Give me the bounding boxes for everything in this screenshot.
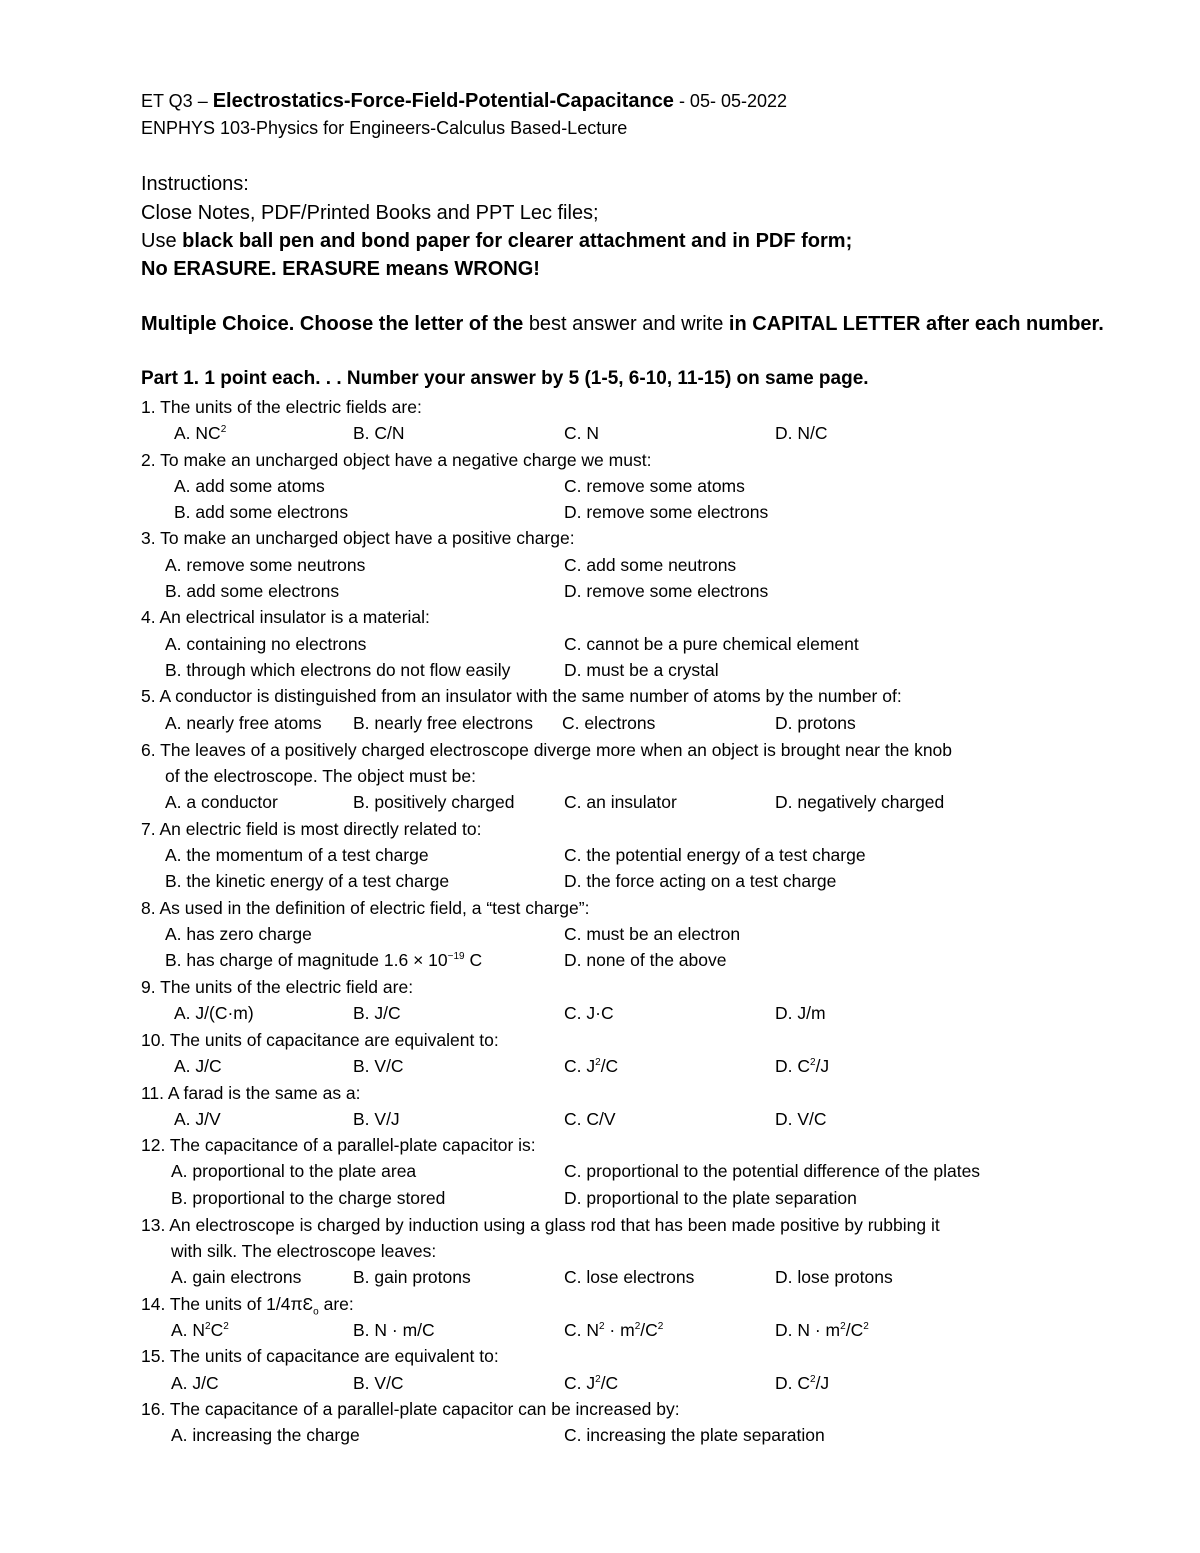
- mc-bold-2: in CAPITAL LETTER after each number.: [728, 313, 1104, 335]
- question-15: 15. The units of capacitance are equivalent to:: [141, 1346, 499, 1366]
- option-a: A. J/(C·m): [174, 1003, 254, 1023]
- option-c: C. $J^2/C$: [564, 1056, 619, 1076]
- option-d: D. proportional to the plate separation: [564, 1188, 857, 1208]
- option-c: C. lose electrons: [564, 1267, 695, 1287]
- option-a: A. gain electrons: [171, 1267, 302, 1287]
- option-b: B. C/N: [353, 423, 405, 443]
- option-b: B. add some electrons: [174, 502, 349, 522]
- option-b: B. gain protons: [353, 1267, 471, 1287]
- instructions-line-1: Close Notes, PDF/Printed Books and PPT Lec files;: [141, 202, 599, 224]
- option-b: B. add some electrons: [165, 581, 340, 601]
- mc-normal: best answer and write: [528, 313, 729, 335]
- question-3: 3. To make an uncharged object have a positive charge:: [141, 528, 575, 548]
- option-a: A. J/C: [171, 1373, 219, 1393]
- question-6-continued: of the electroscope. The object must be:: [165, 766, 476, 786]
- question-9: 9. The units of the electric field are:: [141, 977, 414, 997]
- option-a: A. $NC^2$: [174, 423, 227, 443]
- instructions-line-2-bold: black ball pen and bond paper for clearer attachment and in PDF form;: [182, 230, 853, 252]
- question-10: 10. The units of capacitance are equivalent to:: [141, 1030, 499, 1050]
- question-2: 2. To make an uncharged object have a negative charge we must:: [141, 450, 652, 470]
- option-c: C. cannot be a pure chemical element: [564, 634, 859, 654]
- option-c: C. $J^2/C$: [564, 1373, 619, 1393]
- instructions-line-3: No ERASURE. ERASURE means WRONG!: [141, 258, 540, 280]
- question-5: 5. A conductor is distinguished from an insulator with the same number of atoms by the number of:: [141, 686, 902, 706]
- option-a: A. $N^2C^2$: [171, 1320, 229, 1340]
- option-d: D. the force acting on a test charge: [564, 871, 837, 891]
- option-d: D. N/C: [775, 423, 828, 443]
- option-b: B. J/C: [353, 1003, 401, 1023]
- option-a: A. J/V: [174, 1109, 221, 1129]
- option-d: D. $C^2/J$: [775, 1056, 830, 1076]
- question-8: 8. As used in the definition of electric field, a “test charge”:: [141, 898, 590, 918]
- option-c: C. must be an electron: [564, 924, 741, 944]
- option-d: D. remove some electrons: [564, 502, 769, 522]
- option-a: A. has zero charge: [165, 924, 312, 944]
- question-number: 1.: [141, 397, 156, 417]
- multiple-choice-directions: [141, 313, 1104, 336]
- option-d: D. must be a crystal: [564, 660, 719, 680]
- option-a: A. add some atoms: [174, 476, 325, 496]
- option-b: B. positively charged: [353, 792, 515, 812]
- question-13: 13. An electroscope is charged by induction using a glass rod that has been made positive by rubbing it: [141, 1215, 940, 1235]
- option-c: C. increasing the plate separation: [564, 1425, 825, 1445]
- question-4: 4. An electrical insulator is a material:: [141, 607, 430, 627]
- question-text: The units of the electric fields are:: [160, 397, 422, 417]
- option-d: D. none of the above: [564, 950, 727, 970]
- question-11: 11. A farad is the same as a:: [141, 1083, 361, 1103]
- option-b: B. nearly free electrons: [353, 713, 533, 733]
- option-b: B. V/J: [353, 1109, 400, 1129]
- option-b: B. V/C: [353, 1373, 404, 1393]
- option-a: A. proportional to the plate area: [171, 1161, 417, 1181]
- option-a: A. nearly free atoms: [165, 713, 322, 733]
- exam-title-line: [141, 90, 787, 113]
- option-b: B. has charge of magnitude $1.6 \times 10^{-19}$ C: [165, 950, 483, 970]
- option-c: C. an insulator: [564, 792, 677, 812]
- option-c: C. the potential energy of a test charge: [564, 845, 866, 865]
- question-16: 16. The capacitance of a parallel-plate capacitor can be increased by:: [141, 1399, 680, 1419]
- exam-code: ET Q3 –: [141, 91, 213, 111]
- option-c: C. $N^2 \cdot m^2/C^2$: [564, 1320, 664, 1340]
- option-c: C. J·C: [564, 1003, 614, 1023]
- course-name: ENPHYS 103-Physics for Engineers-Calculus Based-Lecture: [141, 118, 628, 138]
- exam-title: Electrostatics-Force-Field-Potential-Capacitance: [212, 90, 674, 112]
- option-c: C. proportional to the potential difference of the plates: [564, 1161, 981, 1181]
- question-14: 14. The units of $1/4\pi Ɛ_o$ are:: [141, 1294, 354, 1318]
- option-d: D. $C^2/J$: [775, 1373, 830, 1393]
- option-d: D. protons: [775, 713, 856, 733]
- option-a: A. remove some neutrons: [165, 555, 366, 575]
- option-d: D. negatively charged: [775, 792, 945, 812]
- option-c: C. add some neutrons: [564, 555, 737, 575]
- option-d: D. J/m: [775, 1003, 826, 1023]
- option-d: D. lose protons: [775, 1267, 893, 1287]
- exam-date: - 05- 05-2022: [673, 91, 788, 111]
- mc-bold-1: Multiple Choice. Choose the letter of the: [141, 313, 529, 335]
- instructions-line-2-normal: Use: [141, 230, 183, 252]
- question-1: [141, 394, 422, 420]
- option-d: D. V/C: [775, 1109, 827, 1129]
- option-b: B. through which electrons do not flow easily: [165, 660, 511, 680]
- option-c: C. C/V: [564, 1109, 616, 1129]
- option-c: C. electrons: [562, 713, 656, 733]
- instructions-heading: Instructions:: [141, 173, 249, 195]
- instructions-line-2: [141, 230, 852, 253]
- option-a: A. increasing the charge: [171, 1425, 360, 1445]
- option-b: B. N · m/C: [353, 1320, 435, 1340]
- option-b: B. V/C: [353, 1056, 404, 1076]
- option-c: C. N: [564, 423, 599, 443]
- option-b: B. proportional to the charge stored: [171, 1188, 446, 1208]
- option-b: B. the kinetic energy of a test charge: [165, 871, 450, 891]
- option-d: D. remove some electrons: [564, 581, 769, 601]
- question-6: 6. The leaves of a positively charged electroscope diverge more when an object is brought near the knob: [141, 740, 953, 760]
- option-c: C. remove some atoms: [564, 476, 745, 496]
- option-d: D. $N \cdot m^2/C^2$: [775, 1320, 869, 1340]
- question-12: 12. The capacitance of a parallel-plate capacitor is:: [141, 1135, 536, 1155]
- part-1-heading: Part 1. 1 point each. . . Number your answer by 5 (1-5, 6-10, 11-15) on same page.: [141, 368, 869, 389]
- question-13-continued: with silk. The electroscope leaves:: [171, 1241, 437, 1261]
- option-a: A. the momentum of a test charge: [165, 845, 429, 865]
- option-a: A. containing no electrons: [165, 634, 367, 654]
- question-7: 7. An electric field is most directly related to:: [141, 819, 482, 839]
- option-a: A. a conductor: [165, 792, 278, 812]
- option-a: A. J/C: [174, 1056, 222, 1076]
